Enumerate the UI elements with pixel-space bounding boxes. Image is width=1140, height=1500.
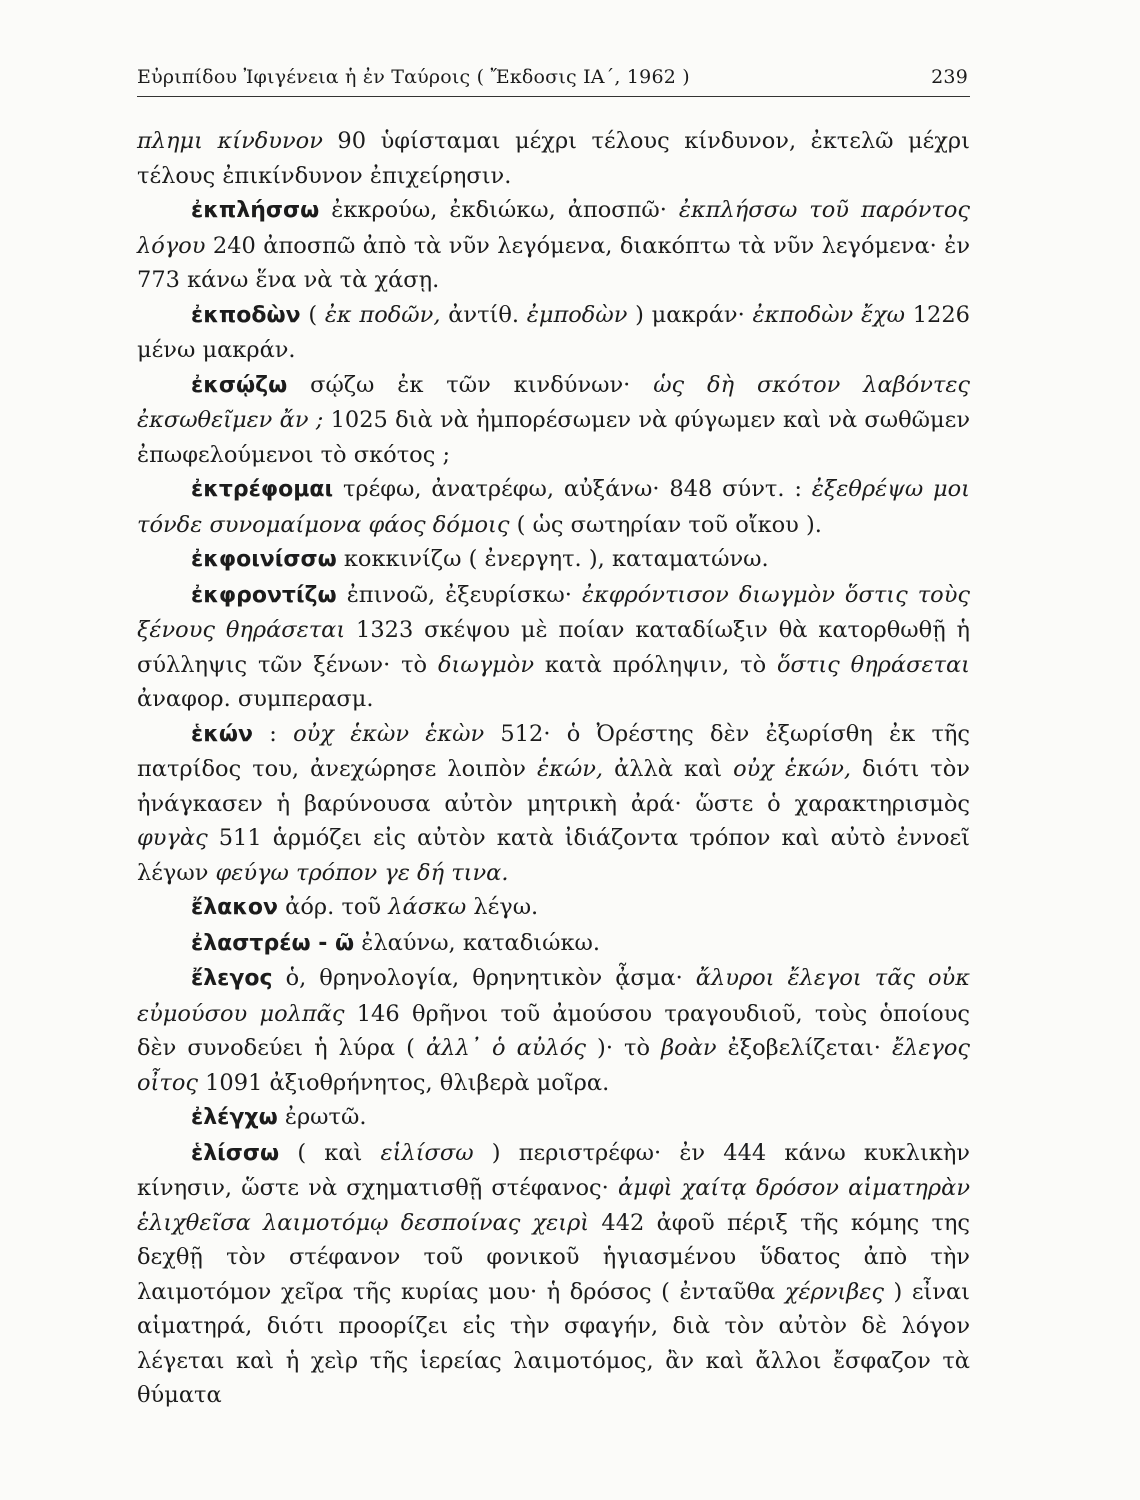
dictionary-entry (137, 1136, 970, 1413)
quotation-text: ἀλλ᾽ ὁ αὐλός (425, 1035, 586, 1061)
headword: ἐλαστρέω - ῶ (191, 930, 355, 956)
headword: ἐκφροντίζω (191, 582, 337, 608)
quotation-text: ἀμφὶ χαίτᾳ δρόσον αἱματηρὰν ἑλιχθεῖσα λαιμοτόμῳ δεσποίνας χειρὶ (137, 1175, 970, 1236)
headword: ἐκποδὼν (191, 302, 301, 328)
gloss-text: ἀλλὰ καὶ (603, 756, 734, 782)
gloss-text: ( καὶ (279, 1139, 381, 1166)
gloss-text: 240 ἀποσπῶ ἀπὸ τὰ νῦν λεγόμενα, διακόπτω τὰ νῦν λεγόμενα· ἐν 773 κάνω ἕνα νὰ τὰ χάσῃ. (137, 232, 970, 293)
quotation-text: φυγὰς (137, 825, 208, 851)
dictionary-entry (137, 124, 970, 193)
gloss-text: ὁ, θρηνολογία, θρηνητικὸν ᾆσμα· (272, 965, 696, 991)
gloss-text: 1323 σκέψου μὲ ποίαν καταδίωξιν θὰ κατορθωθῇ ἡ σύλληψις τῶν ξένων· τὸ (137, 617, 970, 678)
dictionary-entry (137, 1100, 970, 1136)
gloss-text: : (252, 720, 294, 747)
gloss-text: ( (300, 301, 325, 328)
running-header (137, 60, 970, 97)
dictionary-body (137, 124, 970, 1413)
gloss-text: 512· ὁ Ὀρέστης δὲν ἐξωρίσθη ἐκ τῆς πατρίδος του, ἀνεχώρησε λοιπὸν (137, 720, 971, 782)
gloss-text: κοκκινίζω ( ἐνεργητ. ), καταματώνω. (336, 546, 769, 572)
gloss-text: 146 θρῆνοι τοῦ ἀμούσου τραγουδιοῦ, τοὺς ὁποίους δὲν συνοδεύει ἡ λύρα ( (137, 1000, 970, 1061)
gloss-text: ἐπινοῶ, ἐξευρίσκω· (336, 581, 582, 608)
gloss-text: ἀναφορ. συμπερασμ. (137, 686, 374, 712)
headword: ἑλίσσω (191, 1140, 280, 1166)
quotation-text: λάσκω (388, 894, 467, 920)
gloss-text: ἐκκρούω, ἐκδιώκω, ἀποσπῶ· (319, 197, 679, 223)
gloss-text: ἐρωτῶ. (277, 1104, 367, 1130)
quotation-text: ἐξεθρέψω μοι τόνδε συνομαίμονα φάος δόμοις (137, 476, 971, 538)
gloss-text: ἀόρ. τοῦ (278, 894, 389, 920)
quotation-text: ἔλεγος οἶτος (137, 1035, 970, 1096)
gloss-text: 442 ἀφοῦ πέριξ τῆς κόμης της δεχθῇ τὸν στέφανον τοῦ φονικοῦ ἡγιασμένου ὕδατος ἀπὸ τὴν λαιμοτόμον χεῖρα τῆς κυρίας μου· ἡ δρόσος ( ἐνταῦθα (137, 1209, 970, 1305)
gloss-text: τρέφω, ἀνατρέφω, αὐξάνω· 848 σύντ. : (333, 476, 812, 502)
dictionary-entry (137, 472, 970, 542)
quotation-text: εἱλίσσω (380, 1139, 474, 1166)
header-title: Εὐριπίδου Ἰφιγένεια ἡ ἐν Ταύροις ( Ἔκδοσις ΙΑ΄, 1962 ) (137, 66, 690, 88)
headword: ἐκφοινίσσω (191, 547, 337, 572)
quotation-text: οὐχ ἑκὼν ἑκὼν (293, 720, 485, 747)
dictionary-entry (137, 717, 970, 891)
headword: ἐκπλήσσω (191, 198, 320, 223)
headword: ἐκσῴζω (191, 372, 288, 398)
quotation-text: ἐμποδὼν (526, 301, 628, 328)
quotation-text: ἄλυροι ἔλεγοι τᾶς οὐκ εὐμούσου μολπᾶς (137, 965, 970, 1027)
gloss-text: )· τὸ (585, 1035, 662, 1061)
dictionary-entry (137, 368, 970, 473)
dictionary-entry (137, 542, 970, 578)
quotation-text: οὐχ ἑκών, (733, 756, 852, 782)
headword: ἑκών (191, 721, 253, 747)
gloss-text: ) περιστρέφω· ἐν 444 κάνω κυκλικὴν κίνησιν, ὥστε νὰ σχηματισθῇ στέφανος· (137, 1139, 970, 1201)
page-number: 239 (931, 66, 968, 88)
headword: ἔλακον (191, 895, 279, 920)
quotation-text: βοὰν (661, 1035, 717, 1061)
headword: ἐκτρέφομαι (191, 477, 334, 502)
quotation-text: χέρνιβες (784, 1278, 884, 1305)
quotation-text: πλημι κίνδυνον (137, 128, 323, 154)
gloss-text: ) μακράν· (627, 301, 753, 328)
headword: ἐλέγχω (191, 1105, 278, 1130)
gloss-text: ἐλαύνω, καταδιώκω. (354, 929, 601, 956)
gloss-text: κατὰ πρόληψιν, τὸ (534, 651, 777, 678)
quotation-text: ἐκπλήσσω τοῦ παρόντος λόγου (137, 197, 970, 259)
dictionary-entry (137, 890, 970, 926)
gloss-text: 1091 ἀξιοθρήνητος, θλιβερὰ μοῖρα. (197, 1069, 610, 1096)
gloss-text: ἐξοβελίζεται· (716, 1035, 892, 1061)
quotation-text: ἐκποδὼν ἔχω (752, 301, 905, 328)
dictionary-entry (137, 298, 970, 368)
dictionary-entry (137, 578, 970, 717)
quotation-text: ὅστις θηράσεται (777, 651, 970, 678)
gloss-text: ) εἶναι αἱματηρά, διότι προορίζει εἰς τὴν σφαγήν, διὰ τὸν αὐτὸν δὲ λόγον λέγεται καὶ ἡ χεὶρ τῆς ἱερείας λαιμοτόμος, ἂν καὶ ἄλλοι ἔσφαζον τὰ θύματα (137, 1278, 970, 1408)
quotation-text: ἑκών, (537, 756, 604, 782)
quotation-text: φεύγω τρόπον γε δή τινα. (215, 859, 509, 886)
quotation-text: ὡς δὴ σκότον λαβόντες ἐκσωθεῖμεν ἄν ; (137, 371, 970, 433)
gloss-text: ( ὡς σωτηρίαν τοῦ οἴκου ). (509, 511, 822, 538)
dictionary-entry (137, 193, 970, 298)
headword: ἔλεγος (191, 966, 273, 991)
quotation-text: ἐκφρόντισον διωγμὸν ὅστις τοὺς ξένους θηράσεται (137, 581, 970, 643)
gloss-text: 1025 διὰ νὰ ἠμπορέσωμεν νὰ φύγωμεν καὶ νὰ σωθῶμεν ἐπωφελούμενοι τὸ σκότος ; (137, 407, 970, 468)
gloss-text: λέγω. (466, 894, 539, 920)
gloss-text: διότι τὸν ἠνάγκασεν ἡ βαρύνουσα αὐτὸν μητρικὴ ἀρά· ὥστε ὁ χαρακτηρισμὸς (137, 756, 970, 817)
gloss-text: 1226 μένω μακράν. (137, 301, 970, 363)
gloss-text: σῴζω ἐκ τῶν κινδύνων· (287, 371, 654, 398)
gloss-text: 511 ἁρμόζει εἰς αὐτὸν κατὰ ἰδιάζοντα τρόπον καὶ αὐτὸ ἐννοεῖ λέγων (137, 825, 970, 886)
dictionary-entry (137, 926, 970, 962)
gloss-text: ἀντίθ. (440, 301, 527, 328)
dictionary-entry (137, 961, 970, 1100)
quotation-text: διωγμὸν (437, 651, 534, 678)
gloss-text: 90 ὑφίσταμαι μέχρι τέλους κίνδυνον, ἐκτελῶ μέχρι τέλους ἐπικίνδυνον ἐπιχείρησιν. (137, 128, 970, 189)
quotation-text: ἐκ ποδῶν, (324, 301, 441, 328)
